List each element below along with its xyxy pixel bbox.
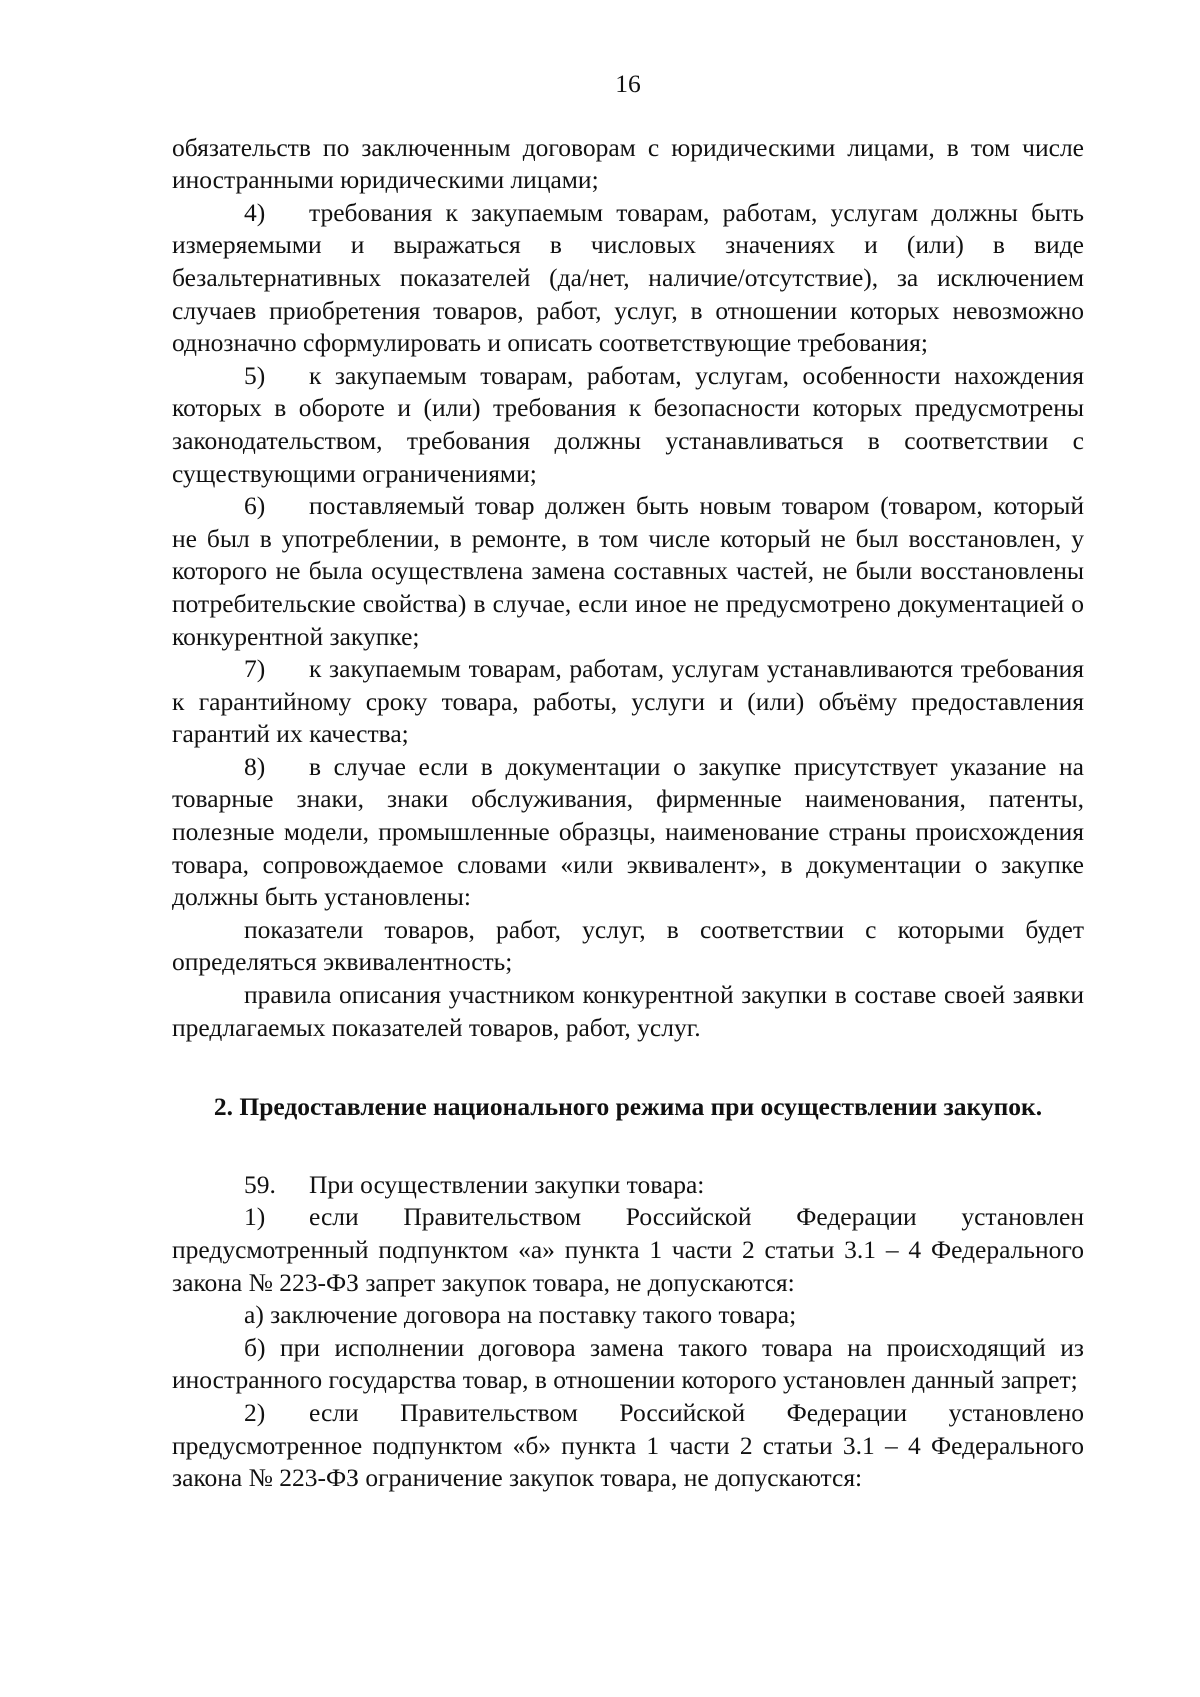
subitem-a: а) заключение договора на поставку такого товара; bbox=[244, 1300, 797, 1330]
list-item-1 bbox=[172, 1201, 1084, 1299]
list-item-5 bbox=[172, 360, 1084, 490]
clause-text: При осуществлении закупки товара: bbox=[309, 1169, 705, 1199]
paragraph-equivalence-indicators: показатели товаров, работ, услуг, в соответствии с которыми будет определяться эквивалентность; bbox=[172, 914, 1084, 977]
list-text: к закупаемым товарам, работам, услугам устанавливаются требования к гарантийному сроку товара, работы, услуги и (или) объёму предоставления гарантий их качества; bbox=[172, 654, 1084, 749]
list-number: 8) bbox=[244, 751, 266, 781]
list-text: если Правительством Российской Федерации установлено предусмотренное подпунктом «б» пункта 1 части 2 статьи 3.1 – 4 Федерального закона № 223-ФЗ ограничение закупок товара, не допускаются: bbox=[172, 1397, 1084, 1493]
list-text: требования к закупаемым товарам, работам, услугам должны быть измеряемыми и выражаться в числовых значениях и (или) в виде безальтернативных показателей (да/нет, наличие/отсутствие), за исключением случаев приобретения товаров, работ, услуг, в отношении которых невозможно однозначно сформулировать и описать соответствующие требования; bbox=[172, 197, 1084, 358]
list-item-6 bbox=[172, 490, 1084, 653]
list-number: 5) bbox=[244, 360, 266, 390]
clause-59 bbox=[172, 1169, 1084, 1202]
list-number: 7) bbox=[244, 654, 266, 684]
list-item-7 bbox=[172, 653, 1084, 751]
list-item-2 bbox=[172, 1397, 1084, 1495]
list-number: 6) bbox=[244, 491, 266, 521]
list-number: 2) bbox=[244, 1397, 266, 1427]
clause-number: 59. bbox=[244, 1169, 276, 1199]
list-text: если Правительством Российской Федерации установлен предусмотренный подпунктом «а» пункта 1 части 2 статьи 3.1 – 4 Федерального закона № 223-ФЗ запрет закупок товара, не допускаются: bbox=[172, 1202, 1084, 1297]
subitem-b: б) при исполнении договора замена такого товара на происходящий из иностранного государства товар, в отношении которого установлен данный запрет; bbox=[172, 1332, 1084, 1395]
list-item-4 bbox=[172, 197, 1084, 360]
list-number: 4) bbox=[244, 197, 266, 227]
list-number: 1) bbox=[244, 1202, 266, 1232]
list-text: в случае если в документации о закупке присутствует указание на товарные знаки, знаки обслуживания, фирменные наименования, патенты, полезные модели, промышленные образцы, наименование страны происхождения товара, сопровождаемое словами «или эквивалент», в документации о закупке должны быть установлены: bbox=[172, 751, 1084, 912]
list-text: поставляемый товар должен быть новым товаром (товаром, который не был в употреблении, в ремонте, в том числе который не был восстановлен, у которого не была осуществлена замена составных частей, не были восстановлены потребительские свойства) в случае, если иное не предусмотрено документацией о конкурентной закупке; bbox=[172, 491, 1084, 651]
paragraph-continuation: обязательств по заключенным договорам с юридическими лицами, в том числе иностранными юридическими лицами; bbox=[172, 132, 1084, 195]
list-text: к закупаемым товарам, работам, услугам, особенности нахождения которых в обороте и (или) требования к безопасности которых предусмотрены законодательством, требования должны устанавливаться в соответствии с существующими ограничениями; bbox=[172, 360, 1084, 488]
paragraph-description-rules: правила описания участником конкурентной закупки в составе своей заявки предлагаемых показателей товаров, работ, услуг. bbox=[172, 980, 1084, 1042]
list-item-8 bbox=[172, 751, 1084, 914]
page-number: 16 bbox=[615, 69, 641, 98]
section-heading: 2. Предоставление национального режима при осуществлении закупок. bbox=[213, 1092, 1043, 1122]
